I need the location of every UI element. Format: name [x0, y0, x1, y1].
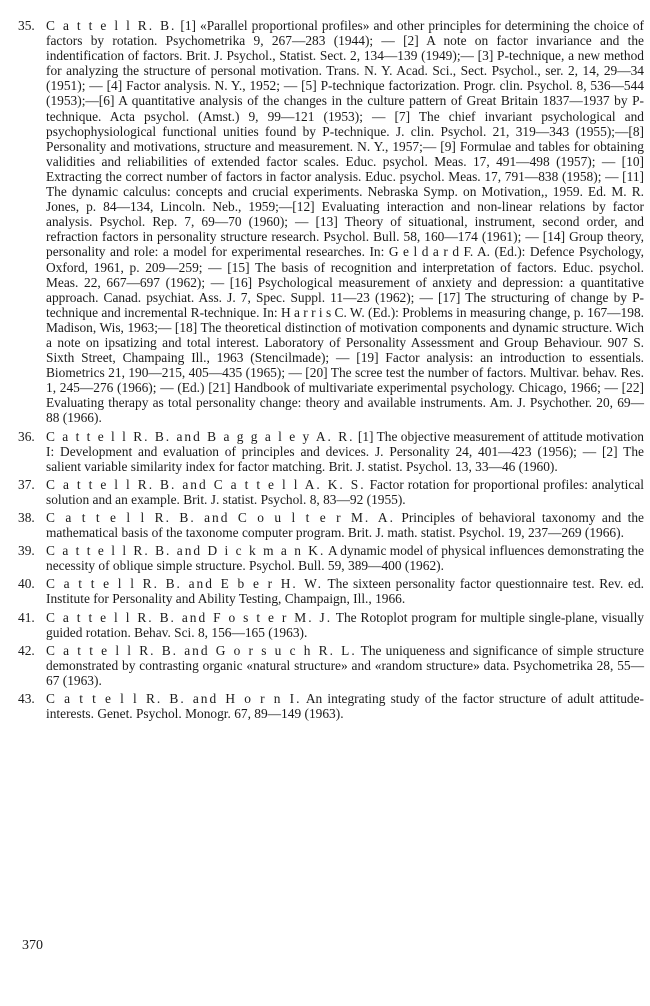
reference-entry-37 — [18, 477, 644, 507]
bibliography-page — [18, 18, 644, 724]
entry-citation: The sixteen personality factor questionnaire test. Rev. ed. Institute for Personality and Ability Testing, Champaign, Ill., 1966. — [46, 576, 644, 607]
entry-citation: An integrating study of the factor structure of adult attitude-interests. Genet. Psychol. Monogr. 67, 89—149 (1963). — [46, 691, 644, 722]
entry-body — [46, 610, 644, 640]
entry-body — [46, 543, 644, 573]
entry-citation: The uniqueness and significance of simple structure demonstrated by contrasting organic «natural structure» and «random structure» data. Psychometrika 28, 55—67 (1963). — [46, 642, 645, 688]
entry-body — [46, 477, 644, 507]
reference-entry-41 — [18, 610, 644, 640]
entry-citation: [1] The objective measurement of attitude motivation I: Development and evaluation of principles and devices. J. Personality 24, 401—423 (1956); — [2] The salient variable similarity index for factor matching. Brit. J. statist. Psychol. 13, 33—46 (1960). — [46, 428, 644, 474]
entry-number: 39. — [18, 543, 35, 559]
reference-entry-36 — [18, 429, 644, 474]
reference-entry-38 — [18, 510, 644, 540]
entry-author: C a t t e l l R. B. and B a g g a l e y A. R. — [46, 428, 355, 444]
entry-body — [46, 429, 644, 474]
entry-number: 41. — [18, 609, 35, 625]
reference-entry-39 — [18, 543, 644, 573]
entry-number: 38. — [18, 510, 35, 525]
reference-entry-40 — [18, 576, 644, 606]
entry-citation: Factor rotation for proportional profiles: analytical solution and an example. Brit. J. statist. Psychol. 8, 83—92 (1955). — [46, 476, 644, 507]
entry-number: 36. — [18, 428, 35, 444]
page-number: 370 — [22, 938, 43, 953]
entry-number: 43. — [18, 691, 35, 707]
entry-number: 40. — [18, 576, 35, 592]
entry-body — [46, 18, 644, 426]
entry-author: C a t t e l l R. B. and C o u l t e r M. A. — [46, 510, 395, 525]
entry-author: C a t t e l l R. B. and G o r s u c h R. L. — [46, 642, 357, 658]
entry-citation: A dynamic model of physical influences demonstrating the necessity of oblique simple structure. Psychol. Bull. 59, 389—400 (1962). — [46, 543, 644, 574]
entry-number: 35. — [18, 18, 35, 33]
entry-author: C a t t e l l R. B. and F o s t e r M. J. — [46, 609, 333, 625]
entry-body — [46, 691, 644, 721]
reference-entry-35 — [18, 18, 644, 426]
entry-author: C a t t e l l R. B. and C a t t e l l A. K. S. — [46, 476, 366, 492]
entry-author: C a t t e l l R. B. and H o r n I. — [46, 691, 302, 707]
reference-entry-42 — [18, 643, 644, 688]
reference-entry-43 — [18, 691, 644, 721]
entry-body — [46, 576, 644, 606]
entry-author: C a t t e l l R. B. and D i c k m a n K. — [46, 543, 326, 559]
entry-citation: Principles of behavioral taxonomy and the mathematical basis of the taxonome computer program. Brit. J. math. statist. Psychol. 19, 237—269 (1966). — [46, 510, 644, 541]
entry-author: C a t t e l l R. B. and E b e r H. W. — [46, 576, 323, 592]
entry-body — [46, 643, 644, 688]
entry-number: 37. — [18, 476, 35, 492]
entry-citation: The Rotoplot program for multiple single-plane, visually guided rotation. Behav. Sci. 8, 156—165 (1963). — [46, 609, 644, 640]
entry-body — [46, 510, 644, 540]
entry-author: C a t t e l l R. B. — [46, 18, 177, 33]
entry-citation: [1] «Parallel proportional profiles» and other principles for determining the choice of factors by rotation. Psychometrika 9, 267—283 (1944); — [2] A note on factor invariance and the indentification of factors. Brit. J. Psychol., Statist. Sect. 2, 134—139 (1949);— [3] P-technique, a new method for analyzing the structure of personal motivation. Trans. N. Y. Acad. Sci., Sect. Psychol., ser. 2, 14, 29—34 (1951); — [4] Factor analysis. N. Y., 1952; — [5] P-technique factorization. Progr. clin. Psychol. 8, 536—544 (1953);—[6] A quantitative analysis of the changes in the culture pattern of Great Britain 1837—1937 by P-technique. Acta psychol. (Amst.) 9, 99—121 (1953); — [7] The chief invariant psychological and psychophysiological functional unities found by P-technique. J. clin. Psychol. 21, 319—343 (1955);—[8] Personality and motivations, structure and measurement. N. Y., 1957;— [9] Formulae and tables for obtaining validities and reliabilities of extended factor scales. Educ. psychol. Meas. 17, 491—498 (1957); — [10] Extracting the correct number of factors in factor analysis. Educ. psychol. Meas. 17, 791—838 (1958); — [11] The dynamic calculus: concepts and crucial experiments. Nebraska Symp. on Motivation,, 1959. Ed. M. R. Jones, p. 84—134, Lincoln. Neb., 1959;—[12] Evaluating interaction and non-linear relations by factor analysis. Psychol. Rep. 7, 69—70 (1960); — [13] Theory of situational, instrument, second order, and refraction factors in personality structure research. Psychol. Bull. 58, 160—174 (1961); — [14] Group theory, personality and role: a model for experimental researches. In: G e l d a r d F. A. (Ed.): Defence Psychology, Oxford, 1961, p. 209—259; — [15] The basis of recognition and interpretation of factors. Educ. psychol. Meas. 22, 667—697 (1962); — [16] Psychological measurement of anxiety and depression: a quantitative approach. Canad. psychiat. Ass. J. 7, Spec. Suppl. 11—23 (1962); — [17] The structuring of change by P-technique and incremental R-technique. In: H a r r i s C. W. (Ed.): Problems in measuring change, p. 167—198. Madison, Wis, 1963;— [18] The theoretical distinction of motivation components and dynamic structure. Wich a note on ipsatizing and total interest. Laboratory of Personality Assessment and Group Behaviour. 907 S. Sixth Street, Champaing Ill., 1963 (Stencilmade); — [19] Factor analysis: an introduction to essentials. Biometrics 21, 190—215, 405—435 (1965); — [20] The scree test the number of factors. Multivar. behav. Res. 1, 245—276 (1966); — (Ed.) [21] Handbook of multivariate experimental psychology. Chicago, 1966; — [22] Evaluating therapy as total personality change: theory and available instruments. Am. J. Psychother. 20, 69—88 (1966). — [46, 18, 644, 426]
entry-number: 42. — [18, 642, 35, 658]
